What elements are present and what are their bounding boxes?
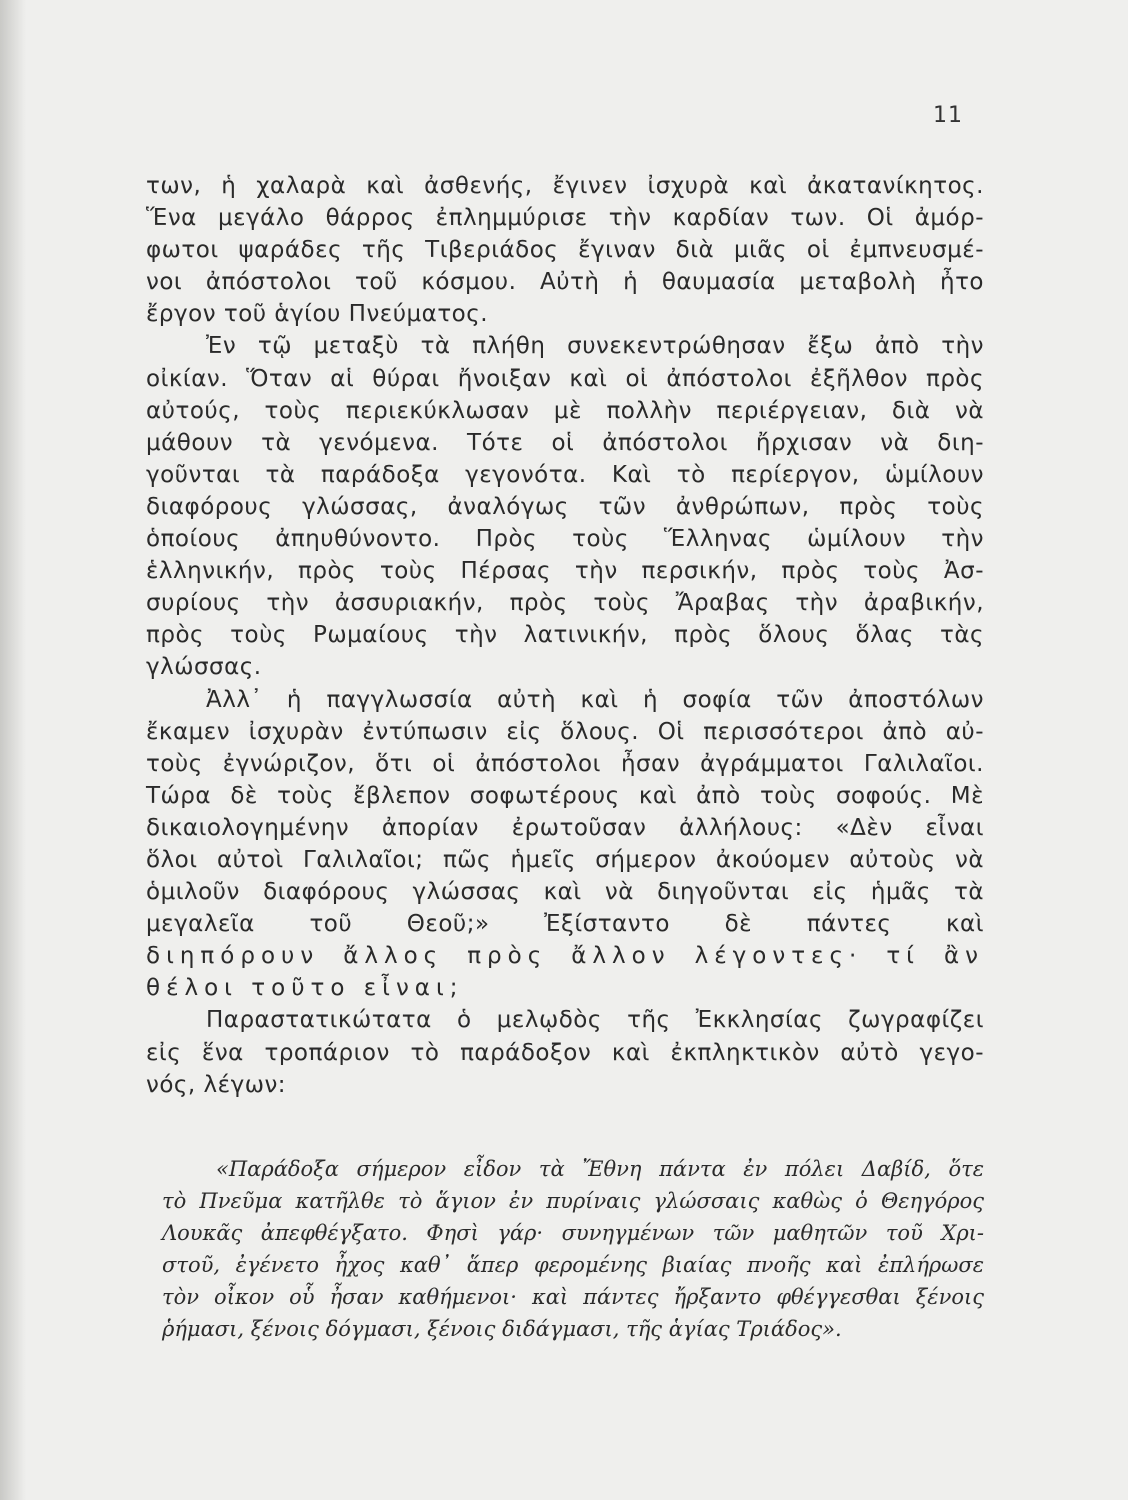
quote-line: «Παράδοξα σήμερον εἶδον τὰ Ἔθνη πάντα ἐν πόλει Δαβίδ, ὅτε (216, 1157, 984, 1181)
text-line: γοῦνται τὰ παράδοξα γεγονότα. Καὶ τὸ περίεργον, ὡμίλουν (146, 461, 984, 488)
text-line: αὐτούς, τοὺς περιεκύκλωσαν μὲ πολλὴν περιέργειαν, διὰ νὰ (146, 397, 984, 424)
body-text (146, 170, 984, 1101)
quote-line: τὸ Πνεῦμα κατῆλθε τὸ ἅγιον ἐν πυρίναις γλώσσαις καθὼς ὁ Θεηγόρος (162, 1189, 984, 1214)
text-line: ὁποίους ἀπηυθύνοντο. Πρὸς τοὺς Ἕλληνας ὡμίλουν τὴν (146, 526, 984, 553)
text-line: διηπόρουν ἄλλος πρὸς ἄλλον λέγοντες· τί ἂν (146, 943, 984, 970)
text-line: Ἀλλ᾽ ἡ παγγλωσσία αὐτὴ καὶ ἡ σοφία τῶν ἀποστόλων (206, 686, 984, 713)
text-line: μεγαλεῖα τοῦ Θεοῦ;» Ἐξίσταντο δὲ πάντες καὶ (146, 911, 984, 938)
text-line: συρίους τὴν ἀσσυριακήν, πρὸς τοὺς Ἄραβας τὴν ἀραβικήν, (146, 590, 984, 617)
text-line: Ἐν τῷ μεταξὺ τὰ πλήθη συνεκεντρώθησαν ἔξω ἀπὸ τὴν (206, 333, 984, 360)
quote-line: στοῦ, ἐγένετο ἦχος καθ᾽ ἅπερ φερομένης βιαίας πνοῆς καὶ ἐπλήρωσε (162, 1253, 984, 1278)
text-line: φωτοι ψαράδες τῆς Τιβεριάδος ἔγιναν διὰ μιᾶς οἱ ἐμπνευσμέ- (146, 237, 984, 264)
text-line: Τώρα δὲ τοὺς ἔβλεπον σοφωτέρους καὶ ἀπὸ τοὺς σοφούς. Μὲ (146, 782, 984, 809)
quote-line: ῥήμασι, ξένοις δόγμασι, ξένοις διδάγμασι, τῆς ἁγίας Τριάδος». (162, 1317, 842, 1342)
text-line: πρὸς τοὺς Ρωμαίους τὴν λατινικήν, πρὸς ὅλους ὅλας τὰς (146, 622, 984, 649)
text-line: τοὺς ἐγνώριζον, ὅτι οἱ ἀπόστολοι ἦσαν ἀγράμματοι Γαλιλαῖοι. (146, 750, 984, 777)
text-line: θέλοι τοῦτο εἶναι; (146, 975, 464, 1002)
text-line: ἔκαμεν ἰσχυρὰν ἐντύπωσιν εἰς ὅλους. Οἱ περισσότεροι ἀπὸ αὐ- (146, 718, 984, 745)
text-line: γλώσσας. (146, 654, 262, 681)
text-line: διαφόρους γλώσσας, ἀναλόγως τῶν ἀνθρώπων, πρὸς τοὺς (146, 493, 984, 520)
text-line: ἔργον τοῦ ἁγίου Πνεύματος. (146, 301, 489, 328)
text-line: των, ἡ χαλαρὰ καὶ ἀσθενής, ἔγινεν ἰσχυρὰ καὶ ἀκατανίκητος. (146, 173, 984, 199)
text-line: δικαιολογημένην ἀπορίαν ἐρωτοῦσαν ἀλλήλους: «Δὲν εἶναι (146, 814, 984, 841)
quote-line: τὸν οἶκον οὗ ἦσαν καθήμενοι· καὶ πάντες ἤρξαντο φθέγγεσθαι ξένοις (162, 1285, 984, 1310)
text-line: νοι ἀπόστολοι τοῦ κόσμου. Αὐτὴ ἡ θαυμασία μεταβολὴ ἦτο (146, 269, 984, 296)
quote-line: Λουκᾶς ἀπεφθέγξατο. Φησὶ γάρ· συνηγμένων τῶν μαθητῶν τοῦ Χρι- (162, 1221, 984, 1246)
text-line: ὅλοι αὐτοὶ Γαλιλαῖοι; πῶς ἡμεῖς σήμερον ἀκούομεν αὐτοὺς νὰ (146, 846, 984, 873)
text-line: νός, λέγων: (146, 1071, 287, 1098)
text-line: εἰς ἕνα τροπάριον τὸ παράδοξον καὶ ἐκπληκτικὸν αὐτὸ γεγο- (146, 1039, 984, 1066)
text-line: ὁμιλοῦν διαφόρους γλώσσας καὶ νὰ διηγοῦνται εἰς ἡμᾶς τὰ (146, 879, 984, 906)
page-number: 11 (933, 103, 963, 128)
text-line: μάθουν τὰ γενόμενα. Τότε οἱ ἀπόστολοι ἤρχισαν νὰ διη- (146, 429, 984, 456)
text-line: ἑλληνικήν, πρὸς τοὺς Πέρσας τὴν περσικήν, πρὸς τοὺς Ἀσ- (146, 558, 984, 585)
troparion-quote (162, 1153, 984, 1346)
text-line: Παραστατικώτατα ὁ μελῳδὸς τῆς Ἐκκλησίας ζωγραφίζει (206, 1007, 984, 1034)
text-line: οἰκίαν. Ὅταν αἱ θύραι ἤνοιξαν καὶ οἱ ἀπόστολοι ἐξῆλθον πρὸς (146, 365, 984, 392)
text-line: Ἕνα μεγάλο θάρρος ἐπλημμύρισε τὴν καρδίαν των. Οἱ ἀμόρ- (146, 205, 984, 232)
